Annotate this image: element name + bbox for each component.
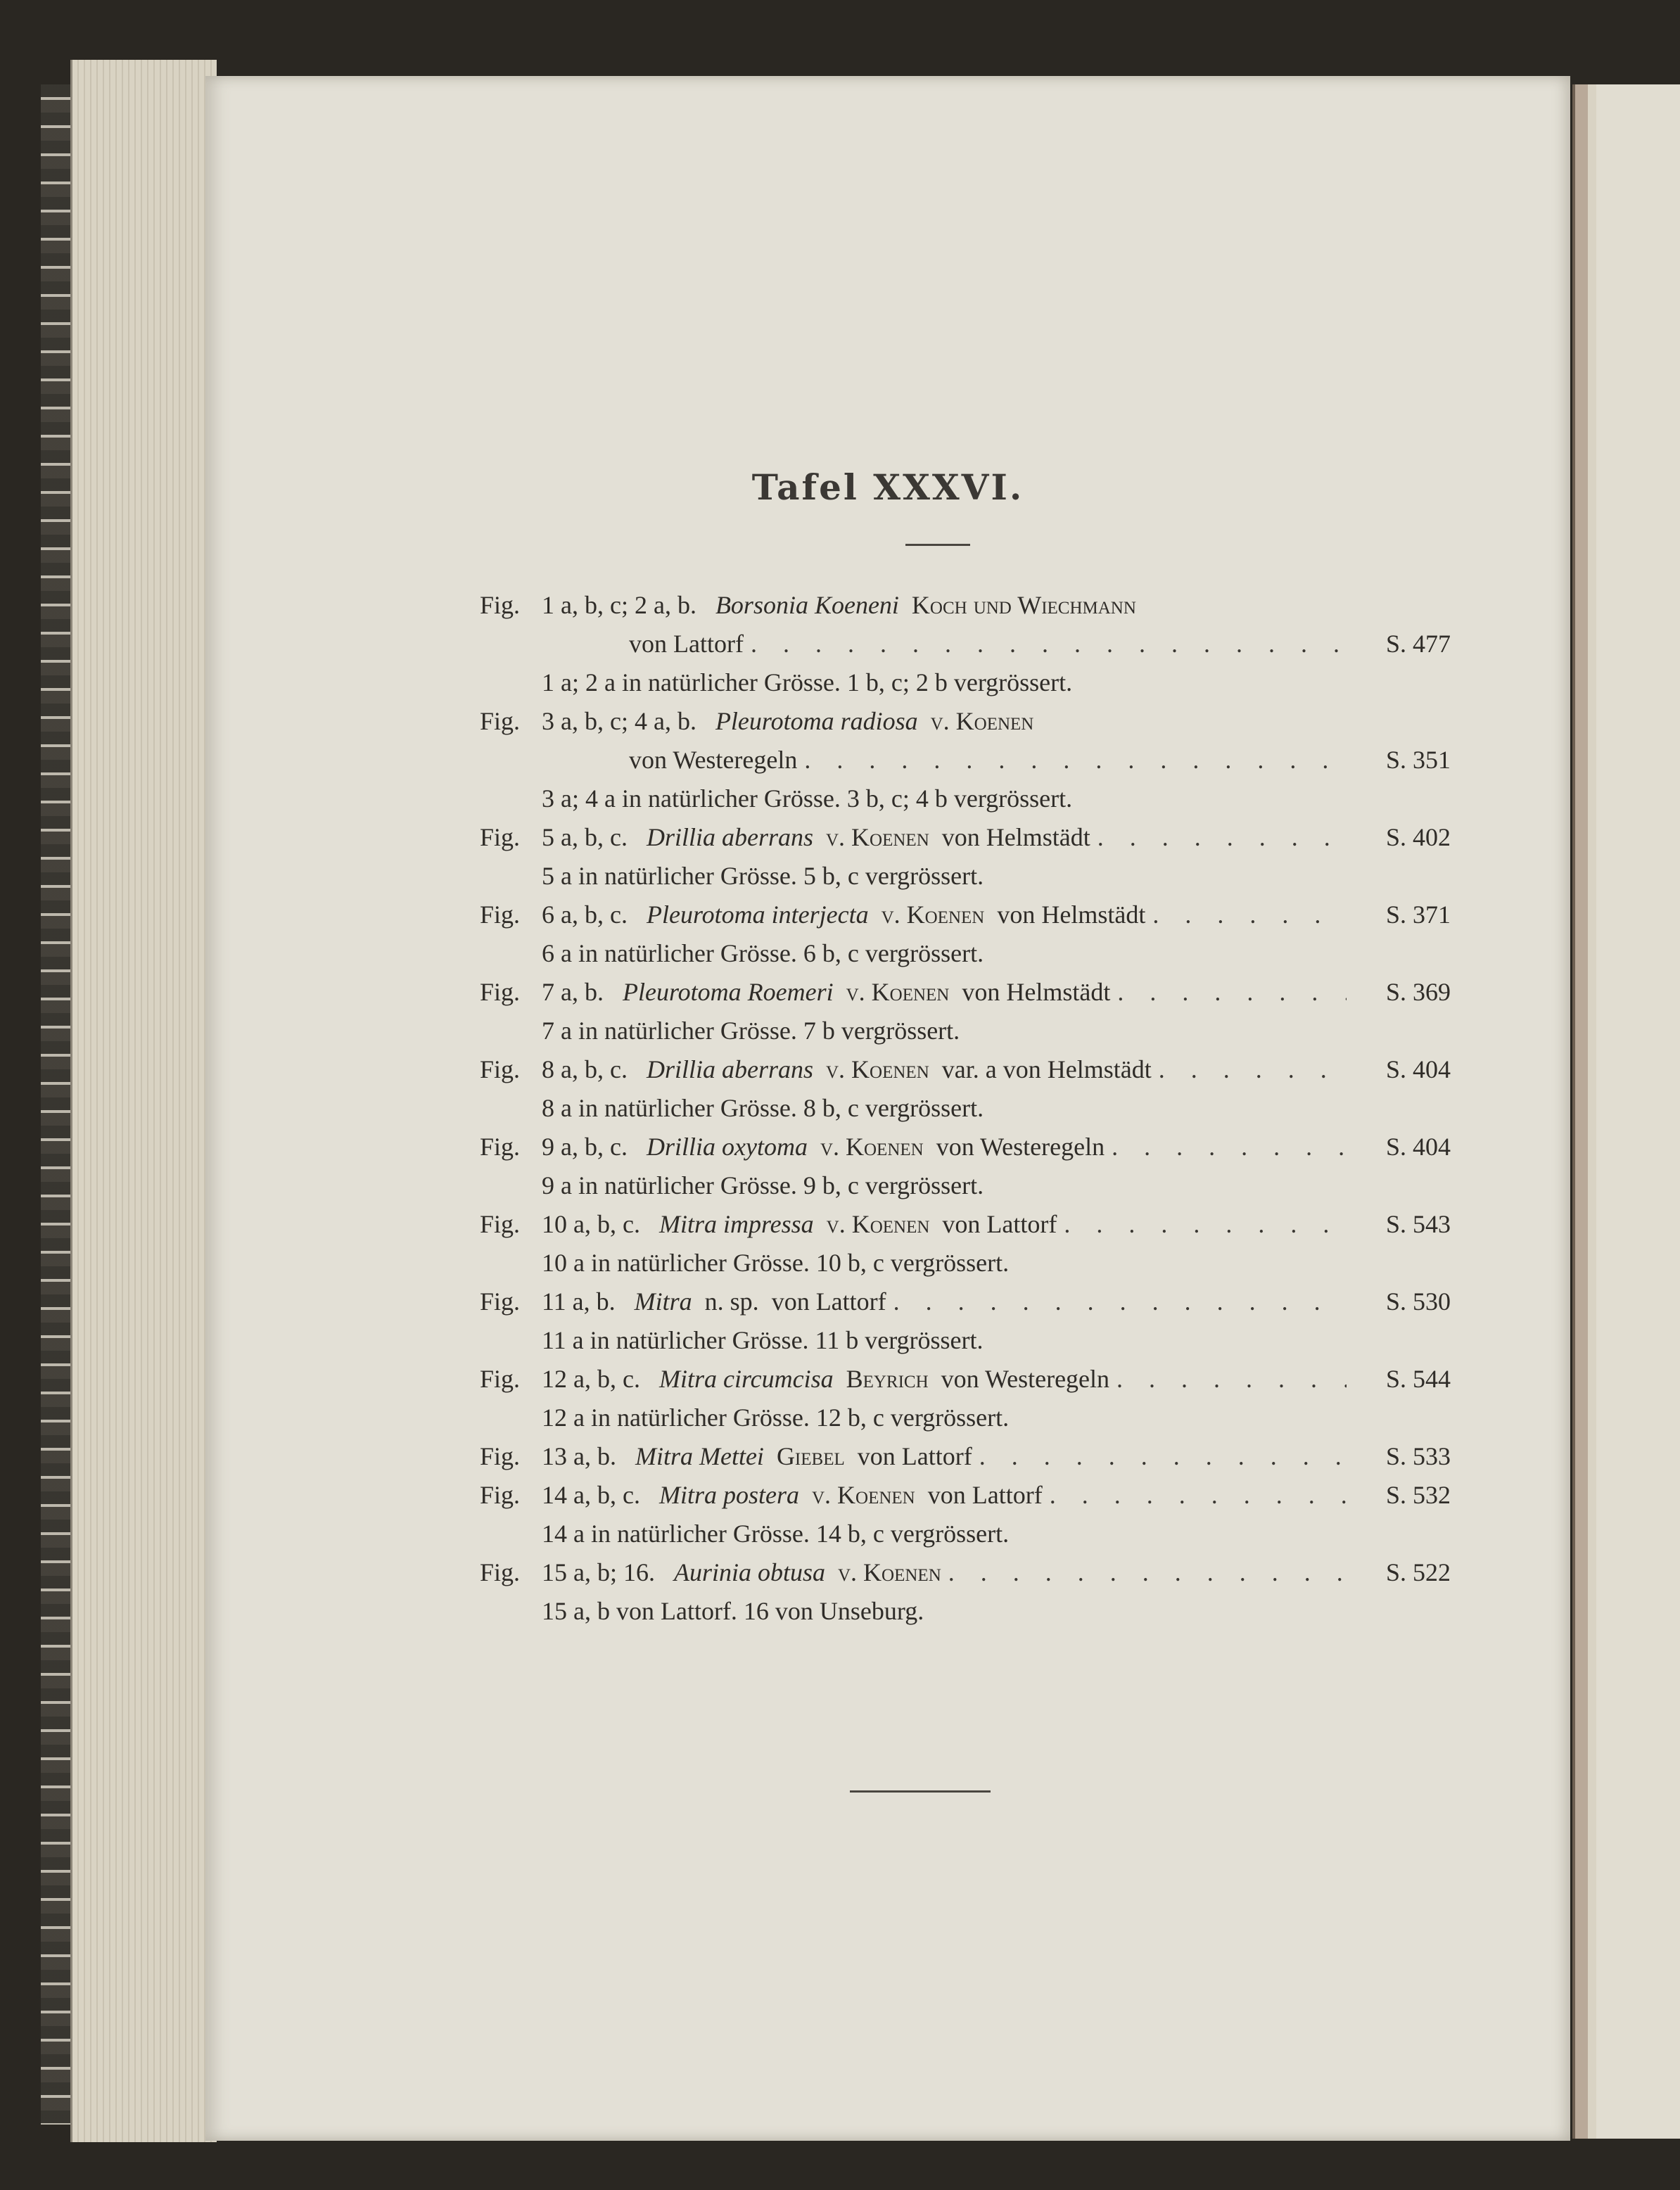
- authority: n. sp.: [704, 1287, 759, 1316]
- fig-label: Fig.: [480, 591, 521, 619]
- figure-description: 10 a in natürlicher Grösse. 10 b, c vergrössert.: [542, 1249, 1010, 1277]
- closing-rule: [850, 1790, 991, 1793]
- list-item: [480, 1437, 1451, 1476]
- list-item: [480, 1050, 1451, 1128]
- leader-dots: [751, 625, 1347, 663]
- leader-dots: [1112, 1128, 1347, 1166]
- authority: v. Koenen: [826, 1055, 929, 1083]
- species-name: Pleurotoma Roemeri: [622, 978, 834, 1006]
- species-name: Drillia aberrans: [646, 823, 813, 851]
- species-name: Borsonia Koeneni: [715, 591, 899, 619]
- authority: v. Koenen: [838, 1558, 941, 1586]
- authority: v. Koenen: [826, 1210, 930, 1238]
- fig-numbers: 12 a, b, c.: [542, 1365, 640, 1393]
- page-reference: S. 369: [1385, 978, 1451, 1006]
- figure-description: 7 a in natürlicher Grösse. 7 b vergrössert.: [542, 1017, 960, 1045]
- locality: von Westeregeln: [936, 1133, 1105, 1161]
- authority: v. Koenen: [811, 1481, 915, 1509]
- locality: von Helmstädt: [997, 900, 1146, 929]
- list-item: [480, 896, 1451, 973]
- book-page: [205, 76, 1570, 2141]
- page-reference: S. 533: [1385, 1442, 1451, 1470]
- species-name: Drillia aberrans: [646, 1055, 813, 1083]
- fig-label: Fig.: [480, 823, 521, 851]
- figure-description: 12 a in natürlicher Grösse. 12 b, c vergrössert.: [542, 1403, 1010, 1432]
- locality: von Westeregeln: [941, 1365, 1110, 1393]
- figure-description: 11 a in natürlicher Grösse. 11 b vergrössert.: [542, 1326, 984, 1354]
- plate-title: Tafel XXXVI.: [751, 466, 1024, 508]
- figure-description: 9 a in natürlicher Grösse. 9 b, c vergrössert.: [542, 1171, 984, 1199]
- list-item: [480, 1282, 1451, 1360]
- species-name: Mitra Mettei: [635, 1442, 764, 1470]
- fig-label: Fig.: [480, 1365, 521, 1393]
- leader-dots: [948, 1553, 1347, 1592]
- page-reference: S. 532: [1385, 1481, 1451, 1509]
- figure-description: 8 a in natürlicher Grösse. 8 b, c vergrössert.: [542, 1094, 984, 1122]
- fig-label: Fig.: [480, 707, 521, 735]
- list-item: [480, 973, 1451, 1050]
- fig-numbers: 6 a, b, c.: [542, 900, 628, 929]
- fig-label: Fig.: [480, 1055, 521, 1083]
- locality: von Helmstädt: [962, 978, 1111, 1006]
- species-name: Mitra circumcisa: [658, 1365, 834, 1393]
- list-item: [480, 818, 1451, 896]
- leader-dots: [1116, 1360, 1347, 1399]
- authority: Giebel: [776, 1442, 845, 1470]
- fig-label: Fig.: [480, 1442, 521, 1470]
- fig-label: Fig.: [480, 1481, 521, 1509]
- authority: Koch und Wiechmann: [911, 591, 1136, 619]
- species-name: Aurinia obtusa: [673, 1558, 825, 1586]
- figure-list: [480, 586, 1451, 1631]
- leader-dots: [1097, 818, 1347, 857]
- list-item: [480, 702, 1451, 818]
- authority: v. Koenen: [930, 707, 1034, 735]
- authority: v. Koenen: [881, 900, 985, 929]
- fig-label: Fig.: [480, 1210, 521, 1238]
- fig-numbers: 7 a, b.: [542, 978, 604, 1006]
- species-name: Mitra impressa: [658, 1210, 814, 1238]
- page-reference: S. 404: [1385, 1133, 1451, 1161]
- leader-dots: [1152, 896, 1347, 934]
- facing-page-edge: [1572, 84, 1680, 2139]
- list-item: [480, 1360, 1451, 1437]
- leader-dots: [1117, 973, 1347, 1012]
- fig-numbers: 11 a, b.: [542, 1287, 616, 1316]
- fig-label: Fig.: [480, 1133, 521, 1161]
- fig-numbers: 8 a, b, c.: [542, 1055, 628, 1083]
- fig-numbers: 9 a, b, c.: [542, 1133, 628, 1161]
- figure-description: 15 a, b von Lattorf. 16 von Unseburg.: [542, 1597, 924, 1625]
- page-stack: [70, 60, 217, 2142]
- fig-label: Fig.: [480, 900, 521, 929]
- fig-numbers: 1 a, b, c; 2 a, b.: [542, 591, 696, 619]
- locality: von Lattorf: [942, 1210, 1057, 1238]
- leader-dots: [804, 741, 1347, 779]
- species-name: Pleurotoma interjecta: [646, 900, 869, 929]
- page-reference: S. 404: [1385, 1055, 1451, 1083]
- locality: von Westeregeln: [629, 746, 798, 774]
- page-reference: S. 477: [1385, 630, 1451, 658]
- figure-description: 3 a; 4 a in natürlicher Grösse. 3 b, c; 4 b vergrössert.: [542, 784, 1073, 813]
- species-name: Mitra postera: [658, 1481, 799, 1509]
- leader-dots: [893, 1282, 1347, 1321]
- figure-description: 5 a in natürlicher Grösse. 5 b, c vergrössert.: [542, 862, 984, 890]
- fig-numbers: 14 a, b, c.: [542, 1481, 640, 1509]
- leader-dots: [1159, 1050, 1347, 1089]
- fig-label: Fig.: [480, 978, 521, 1006]
- locality: von Lattorf: [927, 1481, 1043, 1509]
- figure-description: 14 a in natürlicher Grösse. 14 b, c vergrössert.: [542, 1520, 1010, 1548]
- fig-numbers: 13 a, b.: [542, 1442, 616, 1470]
- authority: v. Koenen: [846, 978, 950, 1006]
- fig-label: Fig.: [480, 1558, 521, 1586]
- locality: var. a von Helmstädt: [941, 1055, 1152, 1083]
- authority: v. Koenen: [820, 1133, 924, 1161]
- fig-label: Fig.: [480, 1287, 521, 1316]
- figure-description: 6 a in natürlicher Grösse. 6 b, c vergrössert.: [542, 939, 984, 967]
- locality: von Lattorf: [857, 1442, 972, 1470]
- locality: von Helmstädt: [941, 823, 1090, 851]
- leader-dots: [979, 1437, 1347, 1476]
- page-reference: S. 351: [1385, 746, 1451, 774]
- list-item: [480, 1205, 1451, 1282]
- list-item: [480, 1476, 1451, 1553]
- species-name: Mitra: [634, 1287, 692, 1316]
- authority: Beyrich: [846, 1365, 929, 1393]
- page-reference: S. 544: [1385, 1365, 1451, 1393]
- page-reference: S. 543: [1385, 1210, 1451, 1238]
- authority: v. Koenen: [826, 823, 929, 851]
- page-reference: S. 522: [1385, 1558, 1451, 1586]
- fig-numbers: 15 a, b; 16.: [542, 1558, 655, 1586]
- leader-dots: [1064, 1205, 1347, 1244]
- fig-numbers: 10 a, b, c.: [542, 1210, 640, 1238]
- species-name: Pleurotoma radiosa: [715, 707, 918, 735]
- title-rule: [905, 544, 970, 546]
- species-name: Drillia oxytoma: [646, 1133, 808, 1161]
- figure-description: 1 a; 2 a in natürlicher Grösse. 1 b, c; 2 b vergrössert.: [542, 668, 1073, 696]
- page-reference: S. 402: [1385, 823, 1451, 851]
- page-reference: S. 530: [1385, 1287, 1451, 1316]
- page-reference: S. 371: [1385, 900, 1451, 929]
- leader-dots: [1050, 1476, 1347, 1515]
- list-item: [480, 1553, 1451, 1631]
- locality: von Lattorf: [629, 630, 744, 658]
- locality: von Lattorf: [771, 1287, 886, 1316]
- fig-numbers: 3 a, b, c; 4 a, b.: [542, 707, 696, 735]
- fig-numbers: 5 a, b, c.: [542, 823, 628, 851]
- list-item: [480, 1128, 1451, 1205]
- list-item: [480, 586, 1451, 702]
